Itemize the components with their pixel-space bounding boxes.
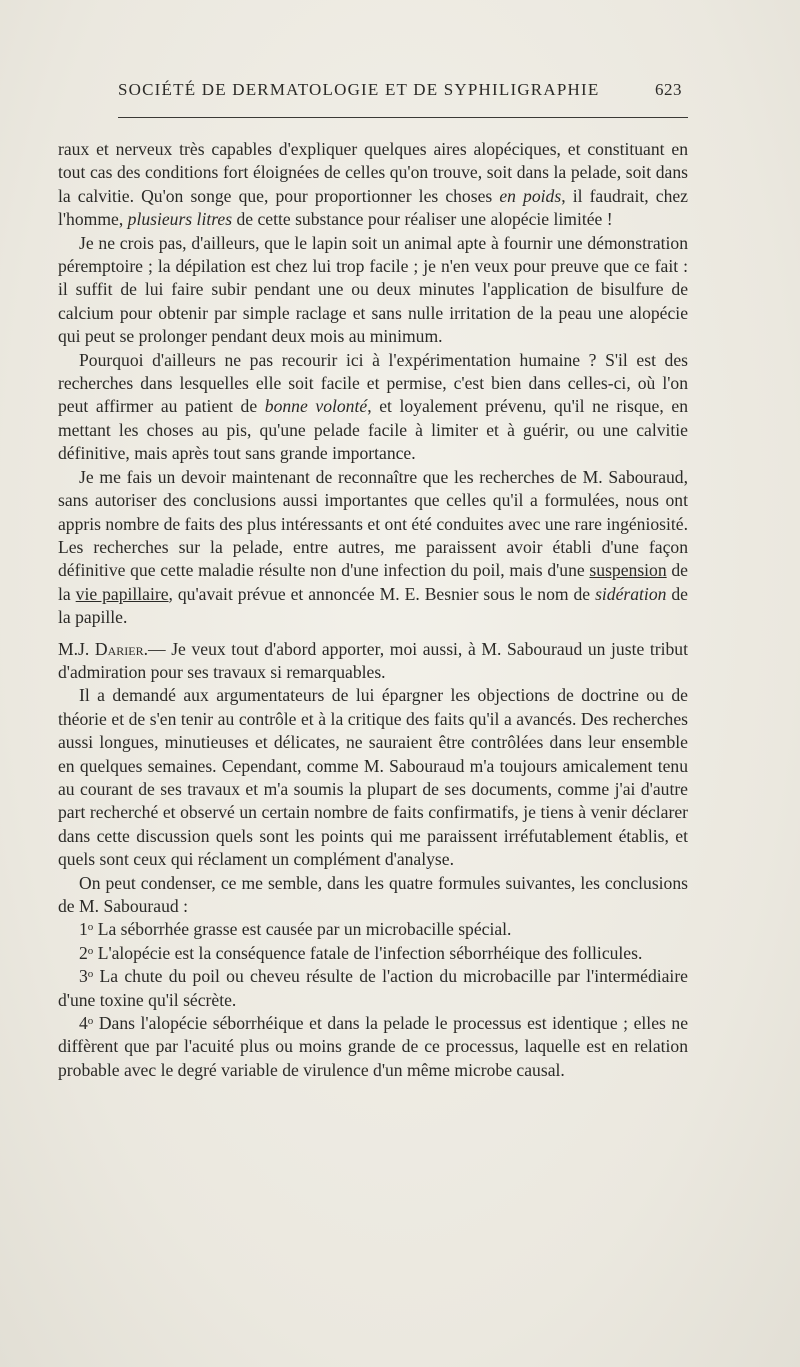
text-run: sidération <box>595 583 667 604</box>
paragraph <box>58 349 688 466</box>
paragraph <box>58 232 688 349</box>
page-number: 623 <box>655 80 682 99</box>
running-header <box>118 80 682 100</box>
text-run: plusieurs litres <box>127 209 233 230</box>
text-run: de la <box>58 560 688 604</box>
text-run: 3 <box>79 966 88 987</box>
text-run: de la papille. <box>58 583 688 628</box>
text-run: Pourquoi d'ailleurs ne pas recourir ici à l'expérimentation humaine ? S'il est des recherches dans lesquelles elle soit facile et permise, c'est bien dans celles-ci, où l'on peut affirmer au patient de <box>58 349 688 417</box>
ordinal-superscript: o <box>87 1015 94 1028</box>
text-run: 1 <box>79 919 88 940</box>
ordinal-superscript: o <box>87 968 94 981</box>
text-run: , il faudrait, chez l'homme, <box>58 185 688 230</box>
paragraph <box>58 1012 688 1082</box>
text-run: 2 <box>79 942 88 963</box>
speaker-name: Darier <box>94 638 144 659</box>
body-text <box>58 138 688 1082</box>
paragraph <box>58 872 688 919</box>
text-run: , et loyalement prévenu, qu'il ne risque, en mettant les choses au pis, qu'une pelade facile à limiter et à guérir, ou une calvitie définitive, mais après tout sans grande importance. <box>58 396 688 464</box>
text-run: Dans l'alopécie séborrhéique et dans la pelade le processus est identique ; elles ne diffèrent que par l'acuité plus ou moins grande de ce processus, laquelle est en relation probable avec le degré variable de virulence d'un même microbe causal. <box>58 1013 688 1080</box>
text-run: raux et nerveux très capables d'expliquer quelques aires alopéciques, et constituant en tout cas des conditions fort éloignées de celles qu'on trouve, soit dans la pelade, soit dans la calvitie. Qu'on songe que, pour proportionner les choses <box>58 139 688 206</box>
text-run: en poids <box>499 185 562 206</box>
paragraph <box>58 638 688 685</box>
text-run: On peut condenser, ce me semble, dans les quatre formules suivantes, les conclusions de M. Sabouraud : <box>58 872 688 916</box>
paragraph <box>58 918 688 941</box>
text-run: La chute du poil ou cheveu résulte de l'action du microbacille par l'intermédiaire d'une toxine qu'il sécrète. <box>58 966 688 1010</box>
text-run: de cette substance pour réaliser une alopécie limitée ! <box>232 209 613 230</box>
paragraph <box>58 942 688 965</box>
text-run: L'alopécie est la conséquence fatale de l'infection séborrhéique des follicules. <box>93 942 643 963</box>
text-run: La séborrhée grasse est causée par un microbacille spécial. <box>93 919 512 940</box>
text-run: bonne volonté <box>264 396 368 417</box>
text-run: 4 <box>79 1013 88 1034</box>
paragraph <box>58 138 688 232</box>
paragraph <box>58 965 688 1012</box>
text-run: Je me fais un devoir maintenant de reconnaître que les recherches de M. Sabouraud, sans autoriser des conclusions aussi importantes que celles qu'il a formulées, nous ont appris nombre de faits des plus intéressants et ont été conduites avec une rare ingéniosité. Les recherches sur la pelade, entre autres, me paraissent avoir établi d'une façon définitive que cette maladie résulte non d'une infection du poil, mais d'une <box>58 466 688 581</box>
text-run: suspension <box>589 560 667 581</box>
text-run: Je ne crois pas, d'ailleurs, que le lapin soit un animal apte à fournir une démonstration péremptoire ; la dépilation est chez lui trop facile ; je n'en veux pour preuve que ce fait : il suffit de lui faire subir pendant une ou deux minutes l'application de bisulfure de calcium pour obtenir par simple raclage et sans nulle irritation de la peau une alopécie qui peut se prolonger pendant deux mois au minimum. <box>58 232 688 347</box>
paragraph <box>58 684 688 871</box>
header-rule <box>118 117 688 118</box>
paragraph <box>58 466 688 630</box>
running-title: SOCIÉTÉ DE DERMATOLOGIE ET DE SYPHILIGRAPHIE <box>118 80 600 99</box>
text-run: .— Je veux tout d'abord apporter, moi aussi, à M. Sabouraud un juste tribut d'admiration pour ses travaux si remarquables. <box>58 638 688 682</box>
text-run: Il a demandé aux argumentateurs de lui épargner les objections de doctrine ou de théorie et de s'en tenir au contrôle et à la critique des faits qu'il a avancés. Des recherches aussi longues, minutieuses et délicates, ne sauraient être contrôlées dans leur ensemble en quelques semaines. Cependant, comme M. Sabouraud m'a toujours amicalement tenu au courant de ses travaux et m'a soumis la plupart de ses documents, comme j'ai d'autre part recherché et observé un certain nombre de faits confirmatifs, je tiens à venir déclarer dans cette discussion quels sont les points qui me paraissent irréfutablement établis, et quels sont ceux qui réclament un complément d'analyse. <box>58 685 688 870</box>
text-run: , qu'avait prévue et annoncée M. E. Besnier sous le nom de <box>168 583 596 604</box>
ordinal-superscript: o <box>87 944 94 957</box>
ordinal-superscript: o <box>87 921 94 934</box>
text-run: vie papillaire <box>75 583 169 604</box>
text-run: M.J. <box>58 638 95 659</box>
